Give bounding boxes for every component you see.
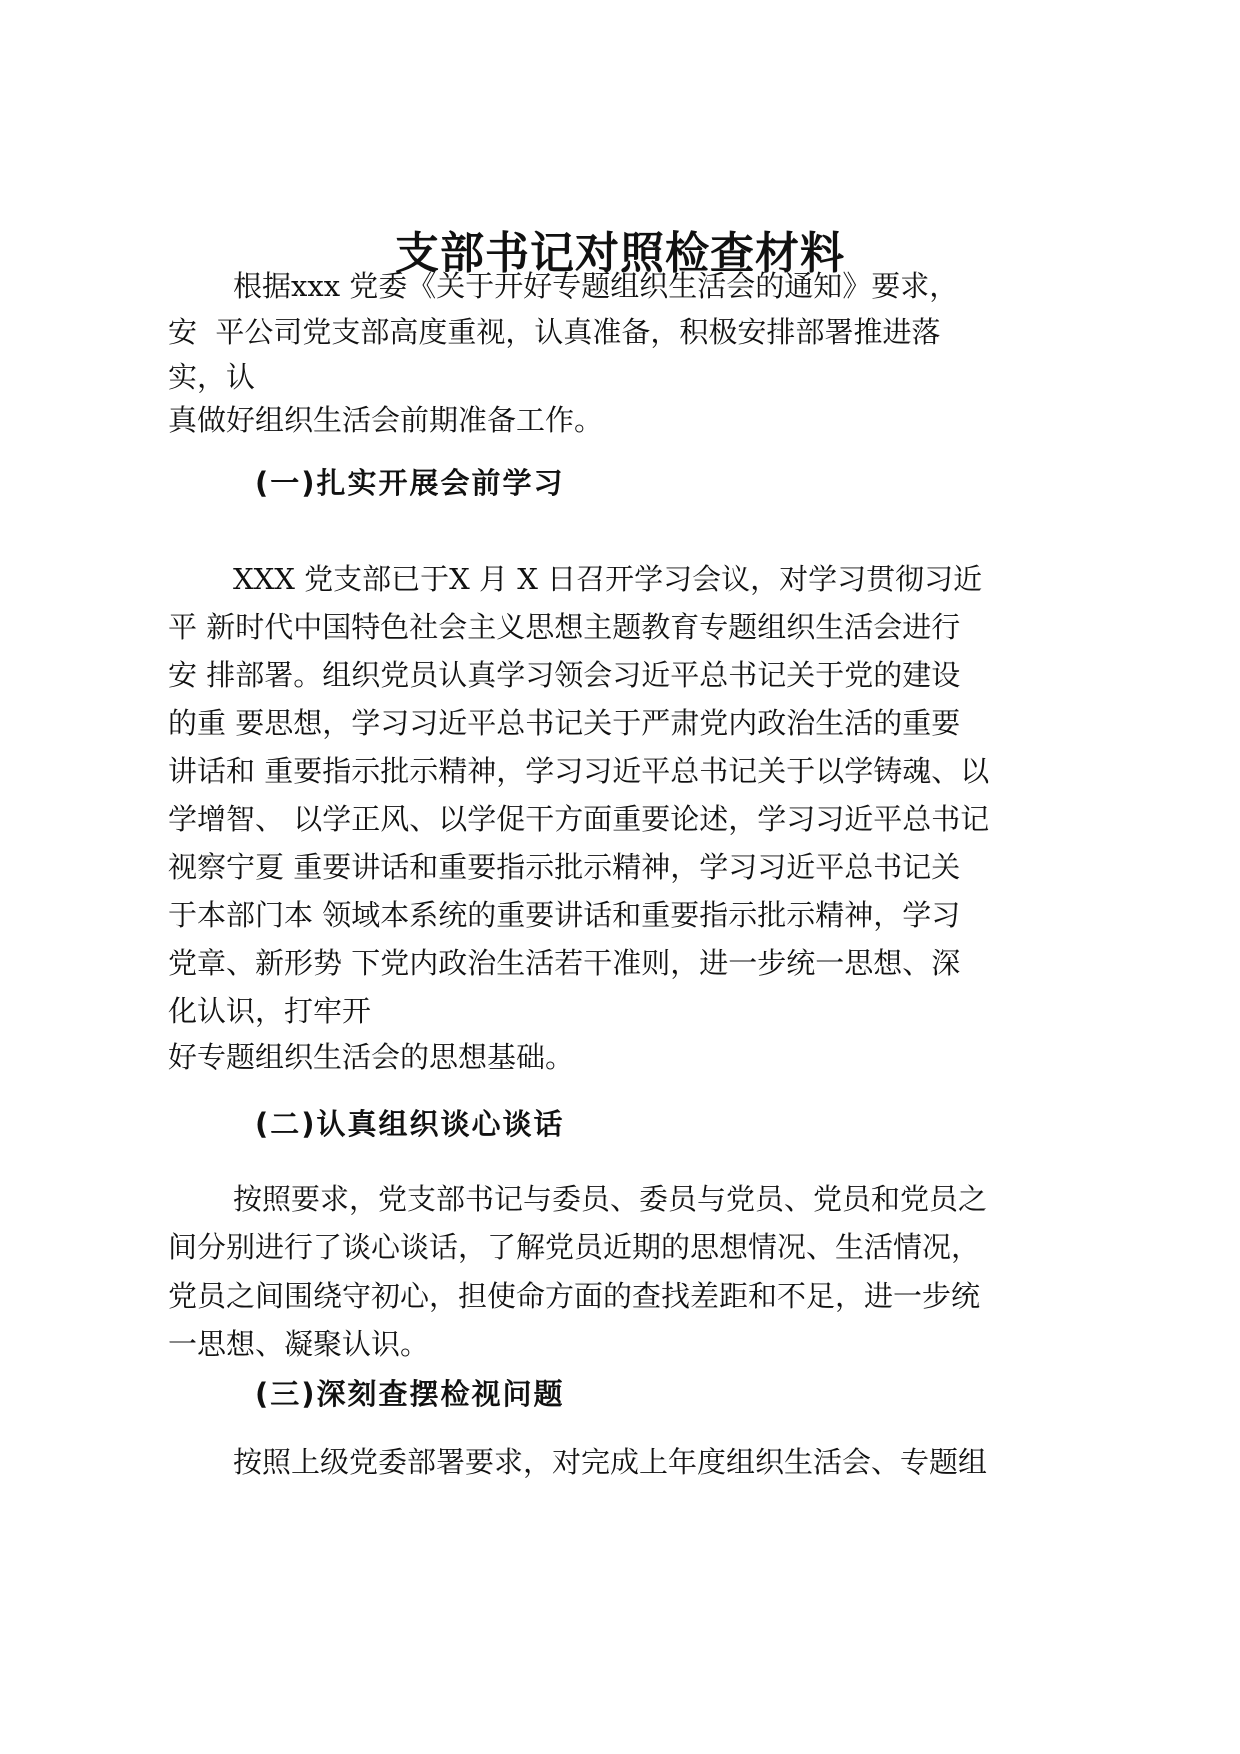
section-heading-2: (二)认真组织谈心谈话 <box>255 1107 565 1141</box>
section1-line-6: 学增智、 以学正风、以学促干方面重要论述，学习习近平总书记 <box>168 802 990 836</box>
intro-line-2: 安 平公司党支部高度重视，认真准备，积极安排部署推进落 <box>168 315 941 349</box>
section-heading-3: (三)深刻查摆检视问题 <box>255 1377 565 1411</box>
section1-line-7: 视察宁夏 重要讲话和重要指示批示精神，学习习近平总书记关 <box>168 850 961 884</box>
intro-line-1: 根据xxx 党委《关于开好专题组织生活会的通知》要求， <box>233 269 959 303</box>
section1-line-9: 党章、新形势 下党内政治生活若干准则，进一步统一思想、深 <box>168 946 961 980</box>
section2-line-1: 按照要求，党支部书记与委员、委员与党员、党员和党员之 <box>233 1182 988 1216</box>
section1-line-2: 平 新时代中国特色社会主义思想主题教育专题组织生活会进行 <box>168 610 961 644</box>
section1-line-4: 的重 要思想，学习习近平总书记关于严肃党内政治生活的重要 <box>168 706 961 740</box>
section1-line-5: 讲话和 重要指示批示精神，学习习近平总书记关于以学铸魂、以 <box>168 754 990 788</box>
section2-line-2: 间分别进行了谈心谈话，了解党员近期的思想情况、生活情况， <box>168 1230 981 1264</box>
intro-line-3: 实，认 <box>168 360 256 394</box>
section-heading-1: (一)扎实开展会前学习 <box>255 466 565 500</box>
section2-line-3: 党员之间围绕守初心，担使命方面的查找差距和不足，进一步统 <box>168 1279 981 1313</box>
section3-line-1: 按照上级党委部署要求，对完成上年度组织生活会、专题组 <box>233 1445 988 1479</box>
document-title: 支部书记对照检查材料 <box>395 228 845 279</box>
section1-line-8: 于本部门本 领域本系统的重要讲话和重要指示批示精神，学习 <box>168 898 961 932</box>
section1-line-1: XXX 党支部已于X 月 X 日召开学习会议，对学习贯彻习近 <box>233 562 983 596</box>
section1-line-11: 好专题组织生活会的思想基础。 <box>168 1040 575 1074</box>
section1-line-10: 化认识，打牢开 <box>168 994 372 1028</box>
section2-line-4: 一思想、凝聚认识。 <box>168 1327 430 1361</box>
intro-line-4: 真做好组织生活会前期准备工作。 <box>168 403 604 437</box>
section1-line-3: 安 排部署。组织党员认真学习领会习近平总书记关于党的建设 <box>168 658 961 692</box>
